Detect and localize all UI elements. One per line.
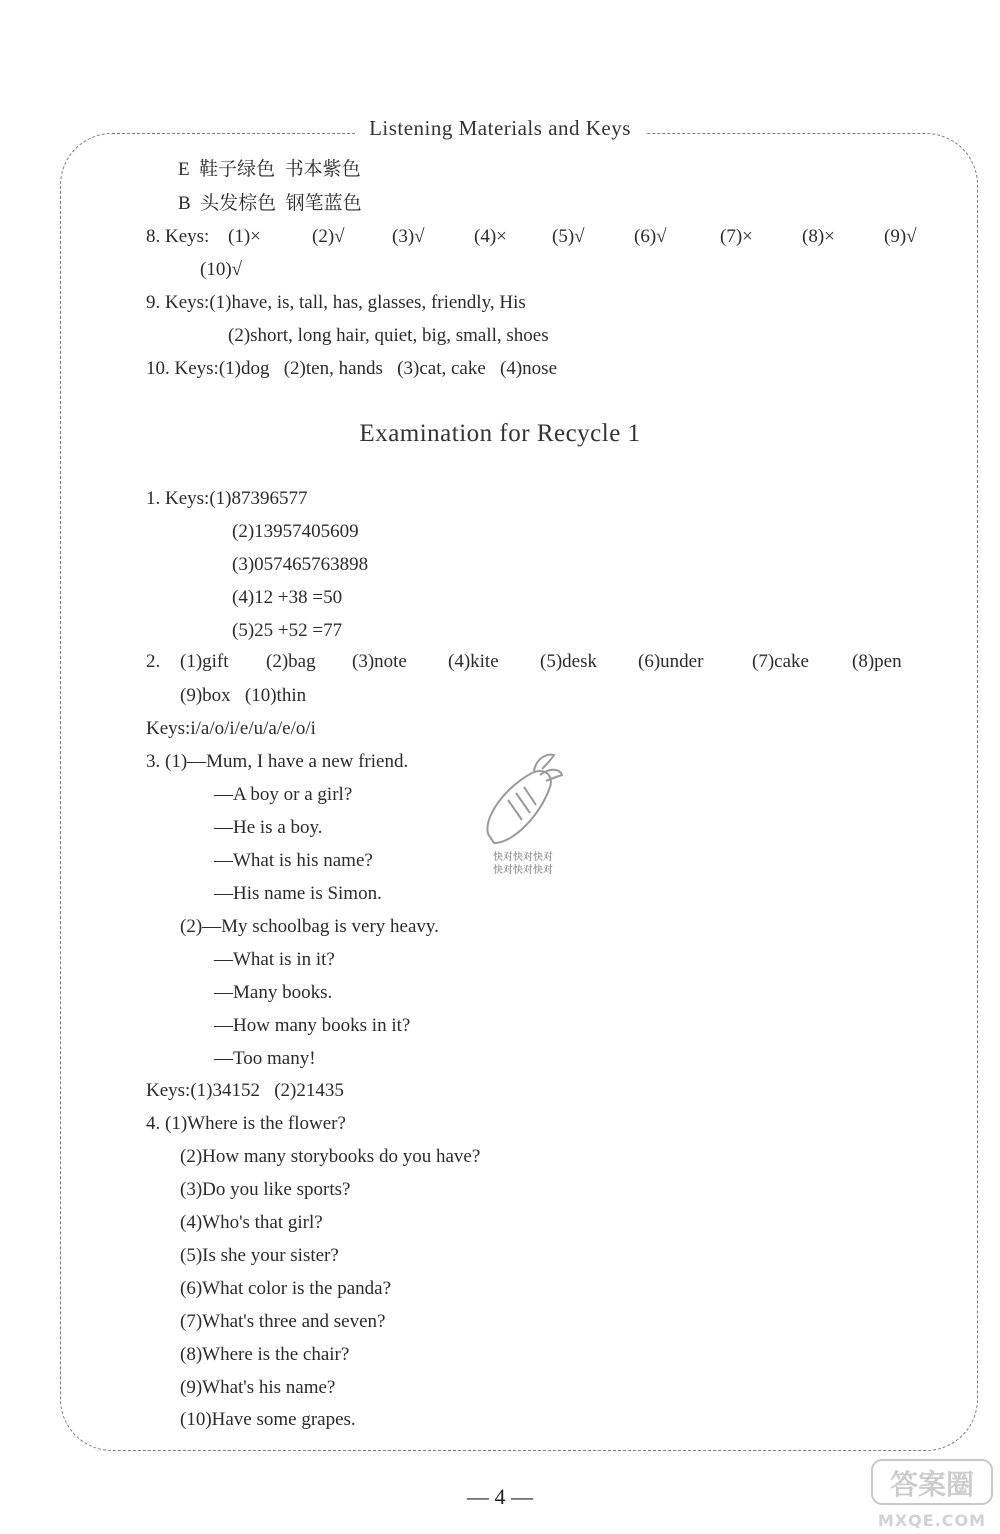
q2-item: (5)desk <box>540 651 597 672</box>
q8-item: (1)× <box>228 226 261 247</box>
stamp-caption <box>478 851 568 877</box>
q8-item-last: (10)√ <box>200 259 243 280</box>
q4-line: 4. (1)Where is the flower? <box>146 1113 346 1134</box>
answer-line-e: E 鞋子绿色 书本紫色 <box>178 159 361 180</box>
q8-item: (6)√ <box>634 226 667 247</box>
q8-item: (9)√ <box>884 226 917 247</box>
q3-keys: Keys:(1)34152 (2)21435 <box>146 1080 344 1101</box>
q1-line: (5)25 +52 =77 <box>232 620 343 641</box>
q4-line: (8)Where is the chair? <box>180 1344 350 1365</box>
q3-line: —What is in it? <box>214 949 335 970</box>
q8-item: (8)× <box>802 226 835 247</box>
q8-item: (2)√ <box>312 226 345 247</box>
q1-line: (3)057465763898 <box>232 554 369 575</box>
q4-line: (7)What's three and seven? <box>180 1311 386 1332</box>
q9-line: 9. Keys:(1)have, is, tall, has, glasses, friendly, His <box>146 292 526 313</box>
q3-line: —How many books in it? <box>214 1015 411 1036</box>
q3-line: —A boy or a girl? <box>214 784 353 805</box>
q3-line: —What is his name? <box>214 850 373 871</box>
q2-item: (3)note <box>352 651 407 672</box>
q3-line: —His name is Simon. <box>214 883 382 904</box>
q2-line: (9)box (10)thin <box>180 685 307 706</box>
q2-label: 2. <box>146 651 161 672</box>
q4-line: (5)Is she your sister? <box>180 1245 339 1266</box>
q3-line: —Many books. <box>214 982 333 1003</box>
answer-line-b: B 头发棕色 钢笔蓝色 <box>178 193 362 214</box>
q4-line: (9)What's his name? <box>180 1377 336 1398</box>
q1-line: (2)13957405609 <box>232 521 359 542</box>
q3-line: —Too many! <box>214 1048 316 1069</box>
q3-line: (2)—My schoolbag is very heavy. <box>180 916 439 937</box>
q2-item: (6)under <box>638 651 704 672</box>
q2-item: (2)bag <box>266 651 316 672</box>
q4-line: (6)What color is the panda? <box>180 1278 392 1299</box>
running-header: Listening Materials and Keys <box>355 116 645 141</box>
section-title: Examination for Recycle 1 <box>359 420 641 447</box>
q2-item: (8)pen <box>852 651 902 672</box>
q3-line: 3. (1)—Mum, I have a new friend. <box>146 751 409 772</box>
q8-item: (7)× <box>720 226 753 247</box>
q8-item: (4)× <box>474 226 507 247</box>
watermark-text: 答案圈 <box>889 1468 975 1501</box>
q1-line: (4)12 +38 =50 <box>232 587 343 608</box>
q4-line: (3)Do you like sports? <box>180 1179 351 1200</box>
q2-item: (7)cake <box>752 651 809 672</box>
q8-label: 8. Keys: <box>146 226 210 247</box>
q3-line: —He is a boy. <box>214 817 323 838</box>
q4-line: (2)How many storybooks do you have? <box>180 1146 481 1167</box>
q2-keys: Keys:i/a/o/i/e/u/a/e/o/i <box>146 718 316 739</box>
page-number: — 4 — <box>467 1484 533 1509</box>
q2-item: (1)gift <box>180 651 229 672</box>
corner-watermark-logo <box>870 1452 995 1532</box>
q8-item: (3)√ <box>392 226 425 247</box>
q9-line: (2)short, long hair, quiet, big, small, shoes <box>228 325 549 346</box>
stamp-caption-line: 快对快对快对 <box>493 852 553 863</box>
q1-line: 1. Keys:(1)87396577 <box>146 488 308 509</box>
q2-item: (4)kite <box>448 651 499 672</box>
header-wrap <box>0 116 1000 141</box>
svg-text:MXQE.COM: MXQE.COM <box>877 1511 987 1530</box>
q8-item: (5)√ <box>552 226 585 247</box>
q4-line: (10)Have some grapes. <box>180 1409 356 1430</box>
stamp-caption-line: 快对快对快对 <box>493 865 553 876</box>
q4-line: (4)Who's that girl? <box>180 1212 323 1233</box>
q10-line: 10. Keys:(1)dog (2)ten, hands (3)cat, cake (4)nose <box>146 358 558 379</box>
